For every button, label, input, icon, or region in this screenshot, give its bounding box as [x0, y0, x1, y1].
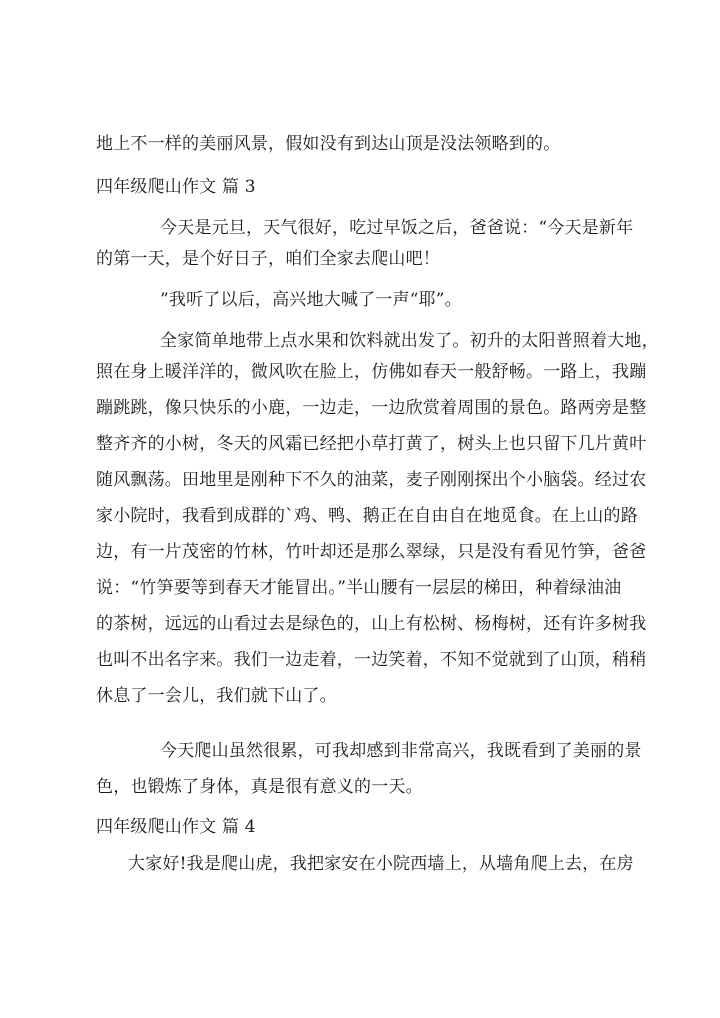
- paragraph-3-line-1: 全家简单地带上点水果和饮料就出发了。初升的太阳普照着大地，: [160, 331, 659, 351]
- paragraph-5-line-1: 大家好!我是爬山虎，我把家安在小院西墙上，从墙角爬上去，在房: [128, 854, 634, 874]
- paragraph-3-line-5: 随风飘荡。田地里是刚种下不久的油菜，麦子刚刚探出个小脑袋。经过农: [96, 470, 647, 490]
- paragraph-1-line-2: 的第一天，是个好日子，咱们全家去爬山吧！: [96, 249, 440, 269]
- paragraph-3-line-2: 照在身上暖洋洋的，微风吹在脸上，仿佛如春天一般舒畅。一路上，我蹦: [96, 362, 647, 382]
- paragraph-3-line-3: 蹦跳跳，像只快乐的小鹿，一边走，一边欣赏着周围的景色。路两旁是整: [96, 398, 647, 418]
- paragraph-3-line-9: 的茶树，远远的山看过去是绿色的，山上有松树、杨梅树，还有许多树我: [96, 614, 647, 634]
- paragraph-3-line-11: 休息了一会儿，我们就下山了。: [96, 686, 337, 706]
- paragraph-3-line-7: 边，有一片茂密的竹林，竹叶却还是那么翠绿，只是没有看见竹笋，爸爸: [96, 542, 647, 562]
- paragraph-3-line-4: 整齐齐的小树，冬天的风霜已经把小草打黄了，树头上也只留下几片黄叶: [96, 434, 647, 454]
- section-heading-4: 四年级爬山作文 篇 4: [96, 817, 256, 837]
- paragraph-1-line-1: 今天是元旦，天气很好，吃过早饭之后，爸爸说：“今天是新年: [160, 218, 634, 238]
- paragraph-3-line-10: 也叫不出名字来。我们一边走着，一边笑着，不知不觉就到了山顶，稍稍: [96, 650, 647, 670]
- section-heading-3: 四年级爬山作文 篇 3: [96, 177, 256, 197]
- paragraph-continuation-line-1: 地上不一样的美丽风景，假如没有到达山顶是没法领略到的。: [96, 134, 561, 154]
- paragraph-3-line-8: 说：“竹笋要等到春天才能冒出。”半山腰有一层层的梯田，种着绿油油: [96, 578, 622, 598]
- paragraph-2-line-1: ”我听了以后，高兴地大喊了一声“耶”。: [160, 290, 462, 310]
- paragraph-4-line-1: 今天爬山虽然很累，可我却感到非常高兴，我既看到了美丽的景: [160, 741, 642, 761]
- paragraph-4-line-2: 色，也锻炼了身体，真是很有意义的一天。: [96, 777, 423, 797]
- paragraph-3-line-6: 家小院时，我看到成群的`鸡、鸭、鹅正在自由自在地觅食。在上山的路: [96, 506, 638, 526]
